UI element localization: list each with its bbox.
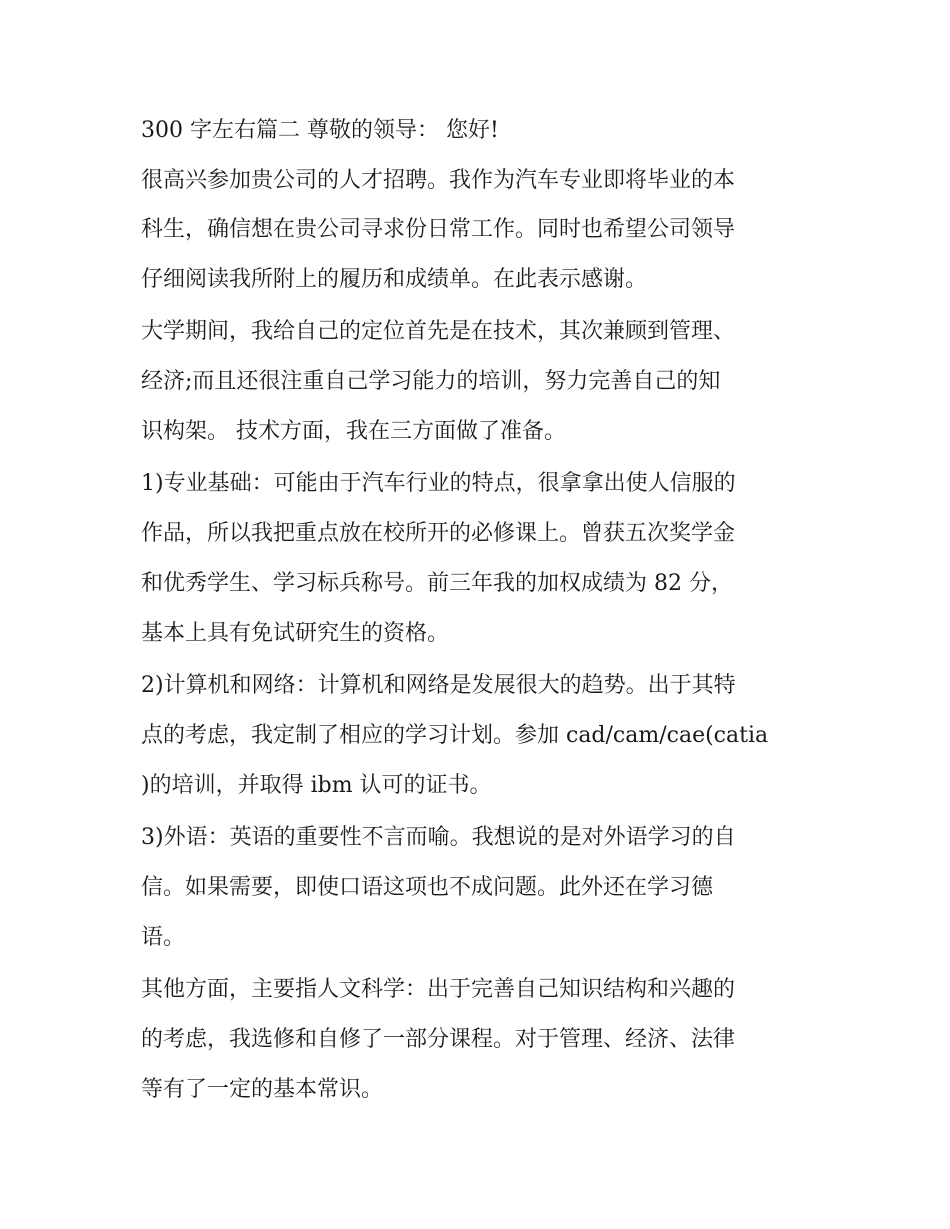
text-line: 科生，确信想在贵公司寻求份日常工作。同时也希望公司领导: [141, 217, 736, 242]
text-line: 经济;而且还很注重自己学习能力的培训，努力完善自己的知: [141, 369, 721, 394]
text-line: 等有了一定的基本常识。: [141, 1077, 384, 1102]
text-line: 语。: [141, 925, 186, 950]
text-line: 大学期间，我给自己的定位首先是在技术，其次兼顾到管理、: [141, 319, 736, 344]
text-line: 3)外语：英语的重要性不言而喻。我想说的是对外语学习的自: [141, 825, 736, 850]
text-line: 基本上具有免试研究生的资格。: [141, 621, 450, 646]
text-line: 信。如果需要，即使口语这项也不成问题。此外还在学习德: [141, 875, 714, 900]
text-line: 很高兴参加贵公司的人才招聘。我作为汽车专业即将毕业的本: [141, 168, 736, 193]
text-line: 点的考虑，我定制了相应的学习计划。参加 cad/cam/cae(catia: [141, 723, 769, 748]
text-line: )的培训，并取得 ibm 认可的证书。: [141, 773, 492, 798]
text-line: 300 字左右篇二 尊敬的领导： 您好!: [141, 118, 499, 143]
text-line: 仔细阅读我所附上的履历和成绩单。在此表示感谢。: [141, 267, 648, 292]
text-line: 2)计算机和网络：计算机和网络是发展很大的趋势。出于其特: [141, 673, 736, 698]
text-line: 作品，所以我把重点放在校所开的必修课上。曾获五次奖学金: [141, 521, 736, 546]
text-line: 的考虑，我选修和自修了一部分课程。对于管理、经济、法律: [141, 1027, 736, 1052]
text-line: 其他方面，主要指人文科学：出于完善自己知识结构和兴趣的: [141, 977, 736, 1002]
text-line: 识构架。 技术方面，我在三方面做了准备。: [141, 419, 566, 444]
text-line: 和优秀学生、学习标兵称号。前三年我的加权成绩为 82 分，: [141, 571, 733, 596]
text-line: 1)专业基础：可能由于汽车行业的特点，很拿拿出使人信服的: [141, 471, 736, 496]
